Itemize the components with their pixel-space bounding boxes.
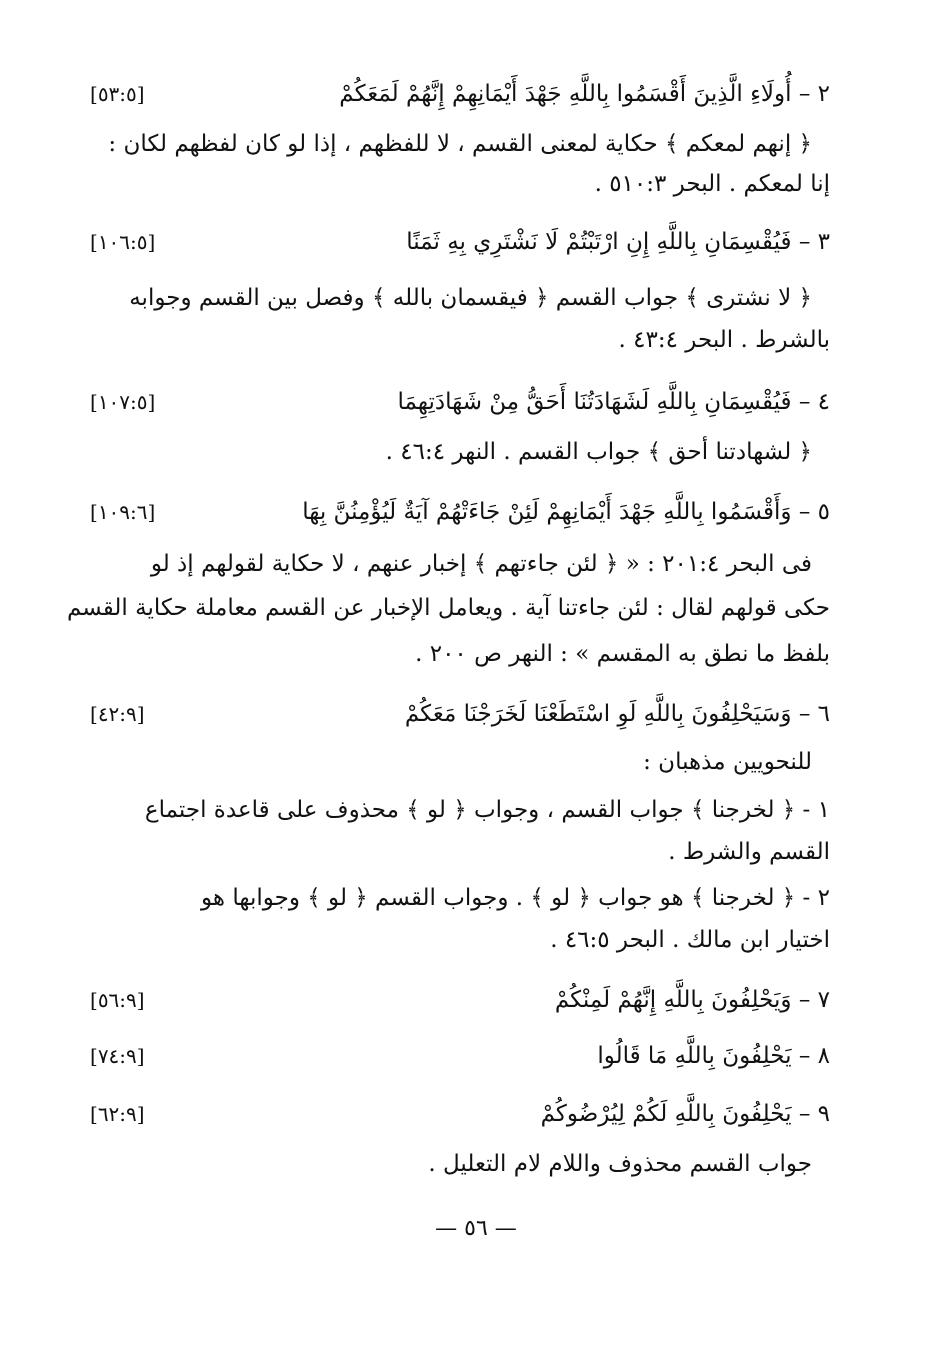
commentary-line: ٢ - ﴿ لخرجنا ﴾ هو جواب ﴿ لو ﴾ . وجواب القسم ﴿ لو ﴾ وجوابها هو xyxy=(201,885,830,911)
commentary-line: بلفظ ما نطق به المقسم » : النهر ص ٢٠٠ . xyxy=(415,641,830,667)
verse-text: ٤ – فَيُقْسِمَانِ بِاللَّهِ لَشَهَادَتُنَا أَحَقُّ مِنْ شَهَادَتِهِمَا xyxy=(397,389,830,415)
verse-text: ٨ – يَحْلِفُونَ بِاللَّهِ مَا قَالُوا xyxy=(597,1043,830,1069)
commentary-line: حكى قولهم لقال : لئن جاءتنا آية . ويعامل الإخبار عن القسم معاملة حكاية القسم xyxy=(66,595,830,621)
verse-line xyxy=(90,490,830,534)
commentary-line: ١ - ﴿ لخرجنا ﴾ جواب القسم ، وجواب ﴿ لو ﴾ محذوف على قاعدة اجتماع xyxy=(144,797,830,823)
commentary-line: بالشرط . البحر ٤٣:٤ . xyxy=(618,327,830,353)
verse-line xyxy=(90,978,830,1022)
verse-reference: [٥٣:٥] xyxy=(90,82,145,106)
verse-text: ٩ – يَحْلِفُونَ بِاللَّهِ لَكُمْ لِيُرْضُوكُمْ xyxy=(540,1101,830,1127)
verse-text: ٢ – أُولَاءِ الَّذِينَ أَقْسَمُوا بِاللَّهِ جَهْدَ أَيْمَانِهِمْ إِنَّهُمْ لَمَعَكُمْ xyxy=(339,81,830,107)
verse-text: ٧ – وَيَحْلِفُونَ بِاللَّهِ إِنَّهُمْ لَمِنْكُمْ xyxy=(554,987,830,1013)
verse-line xyxy=(90,220,830,264)
commentary-line: فى البحر ٢٠١:٤ : « ﴿ لئن جاءتهم ﴾ إخبار عنهم ، لا حكاية لقولهم إذ لو xyxy=(150,551,812,577)
verse-line xyxy=(90,1034,830,1078)
verse-text: ٥ – وَأَقْسَمُوا بِاللَّهِ جَهْدَ أَيْمَانِهِمْ لَئِنْ جَاءَتْهُمْ آيَةٌ لَيُؤْمِنُنَّ بِهَا xyxy=(302,499,830,525)
verse-reference: [١٠٩:٦] xyxy=(90,500,156,524)
commentary-line: للنحويين مذهبان : xyxy=(643,749,812,775)
verse-reference: [١٠٧:٥] xyxy=(90,390,156,414)
verse-line xyxy=(90,1092,830,1136)
commentary-line: القسم والشرط . xyxy=(668,839,830,865)
verse-reference: [٤٢:٩] xyxy=(90,702,145,726)
verse-line xyxy=(90,380,830,424)
verse-reference: [٦٢:٩] xyxy=(90,1102,145,1126)
commentary-line: إنا لمعكم . البحر ٥١٠:٣ . xyxy=(594,171,830,197)
verse-reference: [١٠٦:٥] xyxy=(90,230,156,254)
verse-line xyxy=(90,72,830,116)
commentary-line: جواب القسم محذوف واللام لام التعليل . xyxy=(428,1151,812,1177)
verse-text: ٦ – وَسَيَحْلِفُونَ بِاللَّهِ لَوِ اسْتَطَعْنَا لَخَرَجْنَا مَعَكُمْ xyxy=(404,701,830,727)
verse-line xyxy=(90,692,830,736)
commentary-line: ﴿ لا نشترى ﴾ جواب القسم ﴿ فيقسمان بالله ﴾ وفصل بين القسم وجوابه xyxy=(129,285,812,311)
verse-reference: [٥٦:٩] xyxy=(90,988,145,1012)
page-number: — ٥٦ — xyxy=(435,1216,517,1241)
verse-text: ٣ – فَيُقْسِمَانِ بِاللَّهِ إِنِ ارْتَبْتُمْ لَا نَشْتَرِي بِهِ ثَمَنًا xyxy=(406,229,830,255)
commentary-line: ﴿ إنهم لمعكم ﴾ حكاية لمعنى القسم ، لا للفظهم ، إذا لو كان لفظهم لكان : xyxy=(108,131,812,157)
verse-reference: [٧٤:٩] xyxy=(90,1044,145,1068)
commentary-line: اختيار ابن مالك . البحر ٤٦:٥ . xyxy=(550,927,830,953)
commentary-line: ﴿ لشهادتنا أحق ﴾ جواب القسم . النهر ٤٦:٤ . xyxy=(385,439,812,465)
